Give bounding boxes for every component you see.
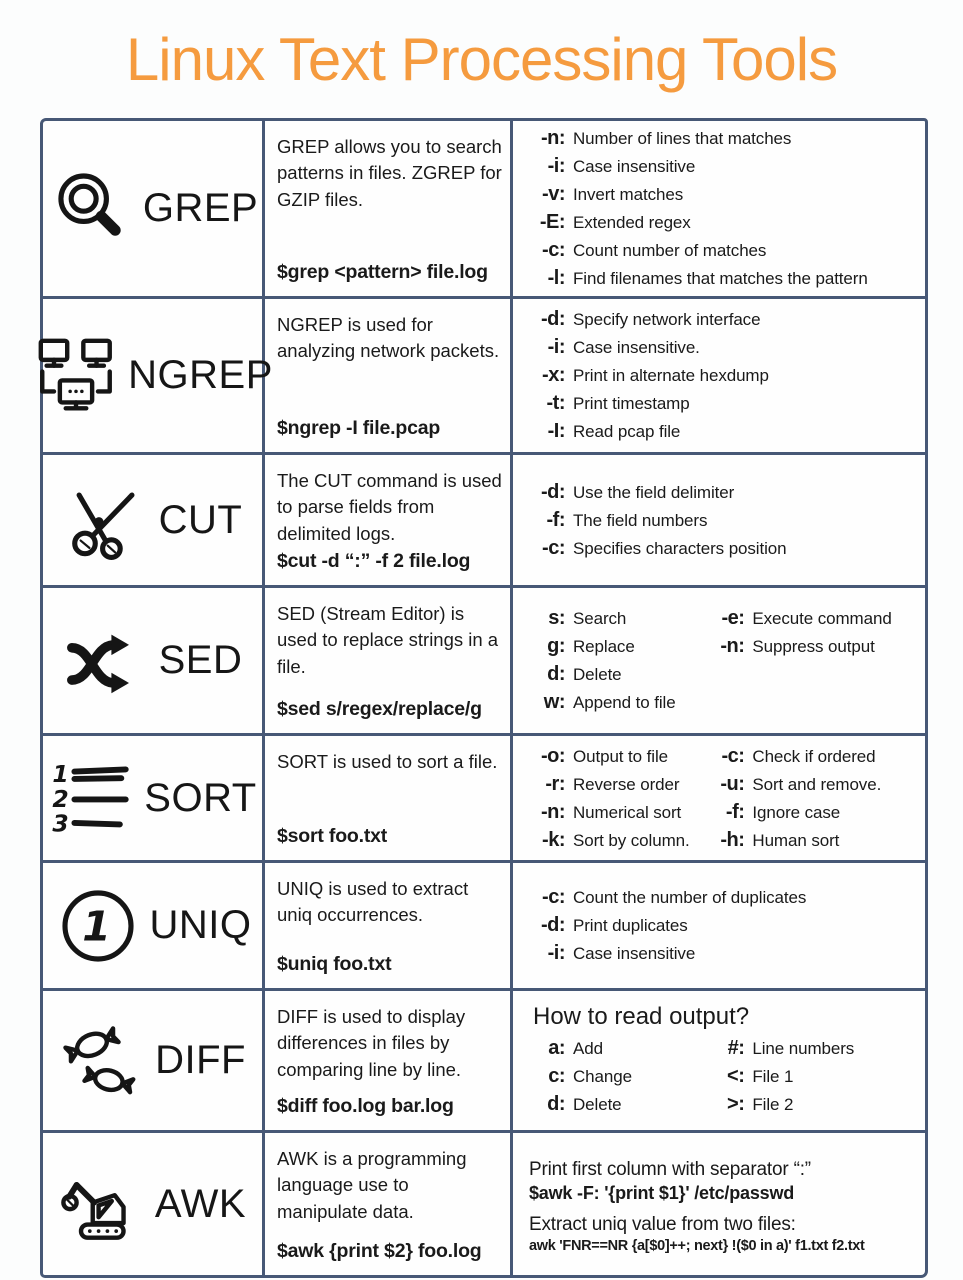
flag-key: d:	[547, 663, 565, 685]
flag-key: -t:	[546, 392, 565, 414]
flag-item	[529, 155, 919, 178]
tool-command: $sed s/regex/replace/g	[277, 698, 482, 720]
flag-key: -c:	[721, 744, 745, 767]
network-icon	[32, 330, 120, 422]
flag-item	[529, 308, 919, 331]
flag-key: -E:	[539, 211, 565, 233]
tool-name-cell	[43, 121, 265, 296]
flag-column	[529, 478, 919, 562]
flag-description: Check if ordered	[752, 746, 876, 766]
flag-key: -i:	[547, 336, 565, 358]
tool-title: GREP	[142, 186, 259, 230]
flag-item	[708, 635, 919, 658]
excavator-icon	[59, 1158, 147, 1250]
flag-item	[529, 267, 919, 290]
flag-description: Delete	[573, 1095, 622, 1114]
flag-item	[529, 336, 919, 359]
flag-columns	[529, 478, 919, 562]
tool-description: GREP allows you to search patterns in files. ZGREP for GZIP files.	[277, 136, 502, 210]
flag-description: Suppress output	[752, 637, 875, 656]
flag-item	[708, 829, 919, 852]
tool-row-cut	[43, 455, 925, 588]
tool-desc-cell	[265, 121, 513, 296]
flag-item	[708, 1037, 919, 1060]
flag-description: Invert matches	[573, 185, 684, 204]
tool-flags-cell	[513, 991, 925, 1130]
flag-column	[529, 884, 919, 968]
tool-name-cell	[43, 1133, 265, 1275]
tool-command: $uniq foo.txt	[277, 953, 392, 975]
flag-description: Search	[573, 609, 627, 628]
flag-item	[529, 635, 708, 658]
flags-heading: How to read output?	[533, 1002, 750, 1030]
flag-description: Add	[573, 1039, 603, 1058]
tool-flags-cell	[513, 121, 925, 296]
flag-description: Reverse order	[573, 774, 680, 794]
tool-description: The CUT command is used to parse fields from delimited logs.	[277, 470, 502, 544]
flag-column	[708, 1035, 919, 1119]
flag-item	[529, 691, 708, 714]
flag-item	[708, 745, 919, 768]
tool-title: UNIQ	[149, 903, 252, 947]
flag-key: -e:	[721, 607, 745, 629]
example-label: Extract uniq value from two files:	[529, 1213, 796, 1235]
flag-key: -x:	[542, 364, 565, 386]
tool-flags-cell	[513, 299, 925, 452]
flag-description: Print in alternate hexdump	[573, 366, 769, 385]
flag-item	[529, 886, 919, 909]
flag-item	[529, 942, 919, 965]
tool-flags-cell	[513, 863, 925, 988]
tool-row-sort	[43, 736, 925, 863]
flag-key: -c:	[542, 536, 565, 559]
flag-description: Human sort	[752, 830, 840, 850]
flag-description: Extended regex	[573, 213, 691, 232]
flag-description: Case insensitive	[573, 944, 696, 963]
tool-desc-cell	[265, 1133, 513, 1275]
flag-column	[529, 1035, 708, 1119]
tool-flags-cell	[513, 588, 925, 733]
flag-item	[529, 607, 708, 630]
flag-column	[529, 306, 919, 446]
circled-one-icon	[54, 880, 142, 972]
tool-description: SORT is used to sort a file.	[277, 751, 498, 772]
page-title: Linux Text Processing Tools	[125, 25, 838, 93]
flag-key: -l:	[547, 267, 565, 289]
flag-item	[529, 1093, 708, 1116]
flag-item	[708, 773, 919, 796]
svg-text:3: 3	[52, 809, 70, 838]
flag-item	[708, 1065, 919, 1088]
flag-key: >:	[727, 1093, 745, 1115]
tool-flags-cell	[513, 455, 925, 585]
flag-key: #:	[727, 1037, 745, 1059]
tool-name-cell	[43, 991, 265, 1130]
example-label: Print first column with separator “:”	[529, 1158, 811, 1180]
tool-description: AWK is a programming language use to manipulate data.	[277, 1148, 467, 1222]
tool-row-grep	[43, 121, 925, 299]
flag-item	[529, 509, 919, 532]
tool-flags-cell	[513, 736, 925, 860]
tool-desc-cell	[265, 991, 513, 1130]
flag-description: File 1	[752, 1067, 794, 1086]
flag-columns	[529, 884, 919, 968]
flag-columns	[529, 742, 919, 854]
flag-item	[529, 392, 919, 415]
scissors-icon	[63, 474, 151, 566]
flag-key: -n:	[540, 800, 565, 823]
flag-description: File 2	[752, 1095, 794, 1114]
flag-columns	[529, 306, 919, 446]
tool-desc-cell	[265, 863, 513, 988]
tool-title: NGREP	[128, 353, 273, 397]
flag-columns	[529, 125, 919, 293]
tool-row-uniq	[43, 863, 925, 991]
flag-key: -d:	[540, 914, 565, 936]
tool-row-sed	[43, 588, 925, 736]
svg-text:1: 1	[81, 902, 111, 951]
tool-command: $diff foo.log bar.log	[277, 1095, 454, 1117]
flag-item	[529, 1065, 708, 1088]
tool-command: $sort foo.txt	[277, 825, 388, 847]
flag-column	[529, 605, 708, 717]
example-command: $awk -F: '{print $1}' /etc/passwd	[529, 1182, 795, 1203]
flag-description: Count number of matches	[573, 241, 767, 260]
flag-item	[529, 364, 919, 387]
flag-description: Ignore case	[752, 802, 841, 822]
flag-column	[529, 125, 919, 293]
flag-item	[529, 127, 919, 150]
tools-table	[40, 118, 928, 1278]
flag-description: Find filenames that matches the pattern	[573, 269, 868, 288]
example-command: awk 'FNR==NR {a[$0]++; next} !($0 in a)' f1.txt f2.txt	[529, 1237, 865, 1254]
tool-description: DIFF is used to display differences in files by comparing line by line.	[277, 1006, 466, 1080]
flag-description: Change	[573, 1067, 632, 1086]
flag-item	[529, 537, 919, 560]
flag-description: Execute command	[752, 609, 892, 628]
flag-description: Specifies characters position	[573, 538, 787, 558]
flag-description: Print duplicates	[573, 916, 688, 935]
svg-text:1: 1	[52, 759, 70, 788]
flag-description: Use the field delimiter	[573, 482, 735, 502]
flag-item	[708, 801, 919, 824]
tool-description: UNIQ is used to extract uniq occurrences.	[277, 878, 469, 926]
tool-command: $cut -d “:” -f 2 file.log	[277, 550, 471, 572]
tool-description: SED (Stream Editor) is used to replace strings in a file.	[277, 603, 499, 677]
flag-key: -v:	[542, 183, 565, 205]
tool-description: NGREP is used for analyzing network packets.	[277, 314, 500, 362]
flag-key: -h:	[720, 828, 745, 851]
flag-description: Replace	[573, 637, 635, 656]
tool-title: AWK	[154, 1181, 247, 1226]
tool-desc-cell	[265, 455, 513, 585]
flag-key: -c:	[542, 239, 565, 261]
tool-desc-cell	[265, 736, 513, 860]
flag-description: Number of lines that matches	[573, 129, 792, 148]
flag-key: -d:	[540, 308, 565, 330]
flag-key: -i:	[547, 942, 565, 964]
flag-item	[708, 1093, 919, 1116]
flag-key: -i:	[547, 155, 565, 177]
flag-key: c:	[548, 1065, 565, 1087]
tool-title: SED	[158, 638, 243, 682]
flag-key: -k:	[542, 828, 565, 851]
flag-column	[708, 742, 919, 854]
flag-columns	[529, 1035, 919, 1119]
flag-key: w:	[543, 691, 565, 713]
flag-description: Case insensitive	[573, 157, 696, 176]
flag-description: Delete	[573, 665, 622, 684]
flag-description: The field numbers	[573, 510, 708, 530]
flag-column	[708, 605, 919, 717]
flag-key: -n:	[540, 127, 565, 149]
flag-key: -u:	[720, 772, 745, 795]
flag-description: Specify network interface	[573, 310, 761, 329]
flag-item	[529, 1037, 708, 1060]
flag-columns	[529, 605, 919, 717]
flag-column	[529, 742, 708, 854]
flag-item	[708, 607, 919, 630]
flag-item	[529, 801, 708, 824]
tool-name-cell	[43, 736, 265, 860]
flag-key: -I:	[547, 420, 565, 442]
flag-key: -f:	[725, 800, 745, 823]
flag-item	[529, 211, 919, 234]
flag-key: a:	[548, 1037, 565, 1059]
tool-title: SORT	[144, 775, 257, 820]
svg-text:2: 2	[52, 784, 70, 813]
flag-key: -r:	[545, 772, 565, 795]
flag-item	[529, 829, 708, 852]
flag-key: d:	[547, 1093, 565, 1115]
tool-name-cell	[43, 863, 265, 988]
tool-command: $grep <pattern> file.log	[277, 261, 488, 283]
flag-description: Read pcap file	[573, 422, 681, 441]
flag-item	[529, 239, 919, 262]
flag-item	[529, 745, 708, 768]
flag-key: -f:	[546, 508, 565, 531]
tool-flags-cell	[513, 1133, 925, 1275]
flag-description: Count the number of duplicates	[573, 888, 807, 907]
tool-row-ngrep	[43, 299, 925, 455]
flag-item	[529, 773, 708, 796]
magnifier-icon	[47, 163, 135, 255]
tool-name-cell	[43, 588, 265, 733]
tool-name-cell	[43, 455, 265, 585]
flag-key: g:	[547, 635, 565, 657]
tool-command: $ngrep -I file.pcap	[277, 417, 441, 439]
tool-title: CUT	[158, 497, 243, 542]
flag-item	[529, 914, 919, 937]
flag-description: Print timestamp	[573, 394, 690, 413]
tool-row-diff	[43, 991, 925, 1133]
flag-description: Numerical sort	[573, 802, 682, 822]
tool-row-awk	[43, 1133, 925, 1275]
flag-key: -n:	[720, 635, 745, 657]
flag-key: -o:	[540, 744, 565, 767]
tool-command: $awk {print $2} foo.log	[277, 1240, 482, 1262]
flag-key: -c:	[542, 886, 565, 908]
tool-title: DIFF	[155, 1038, 246, 1082]
shuffle-icon	[63, 615, 151, 707]
flag-key: -d:	[540, 480, 565, 503]
flag-item	[529, 663, 708, 686]
flag-description: Append to file	[573, 693, 676, 712]
candy-icon	[59, 1015, 147, 1107]
tool-desc-cell	[265, 588, 513, 733]
flag-item	[529, 183, 919, 206]
tool-name-cell	[43, 299, 273, 452]
flag-item	[529, 481, 919, 504]
flag-key: s:	[548, 607, 565, 629]
flag-description: Output to file	[573, 746, 668, 766]
tool-desc-cell	[265, 299, 513, 452]
flag-description: Line numbers	[752, 1039, 855, 1058]
flag-item	[529, 420, 919, 443]
flag-description: Case insensitive.	[573, 338, 700, 357]
flag-description: Sort by column.	[573, 830, 690, 850]
flag-key: <:	[727, 1065, 745, 1087]
flag-description: Sort and remove.	[752, 774, 882, 794]
numbered-list-icon	[48, 752, 136, 844]
